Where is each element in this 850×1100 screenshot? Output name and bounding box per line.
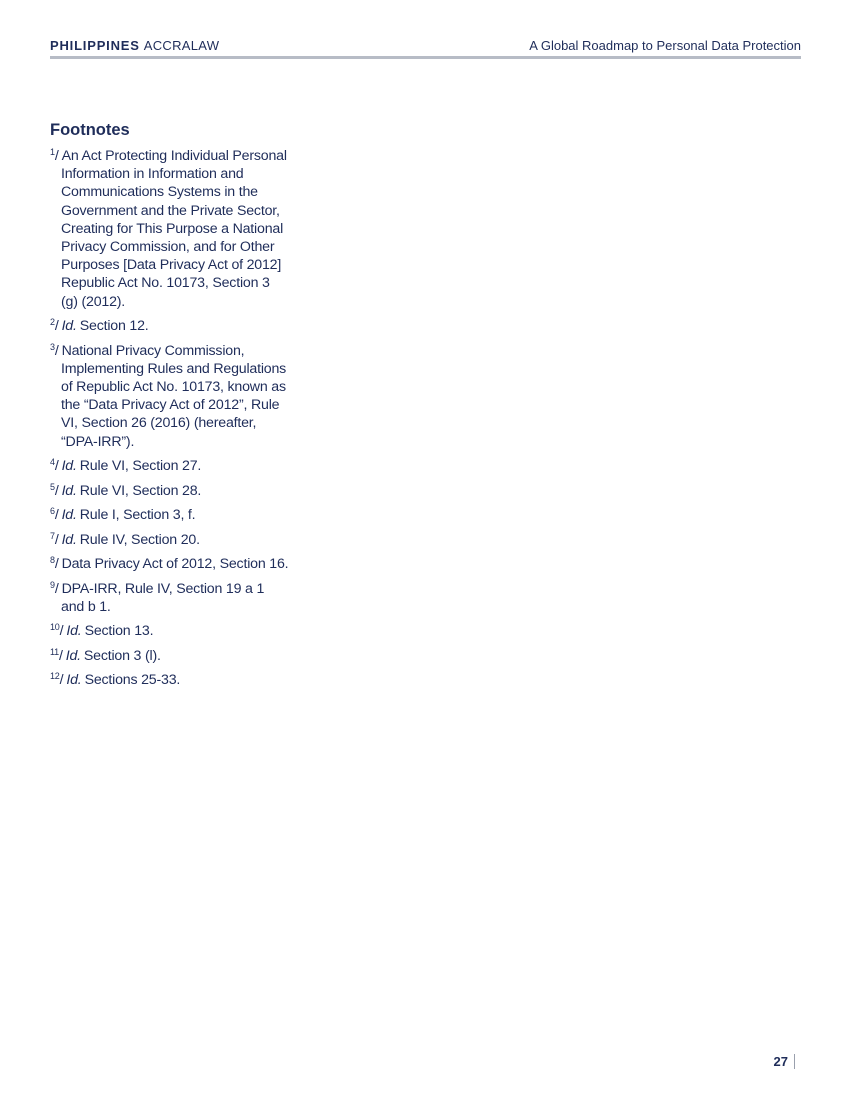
footnote-number: 3: [50, 341, 55, 352]
footnote-text: Sections 25-33.: [84, 672, 181, 689]
footnote-number: 1: [50, 147, 55, 157]
header-left: [50, 38, 219, 53]
footnote-number: 10: [50, 622, 60, 633]
footnote-slash: /: [59, 623, 64, 640]
footnote-text: Section 12.: [79, 318, 149, 335]
footnote-text: Rule IV, Section 20.: [79, 531, 200, 548]
footnote-slash: /: [59, 672, 64, 689]
footnote-text: Rule VI, Section 28.: [79, 482, 202, 499]
footnote-slash: /: [54, 580, 59, 597]
footnote-item: [50, 506, 290, 524]
footnote-item: [50, 317, 290, 335]
footnote-item: [50, 622, 290, 640]
footnote-item: [50, 531, 290, 549]
footnote-slash: /: [54, 458, 59, 475]
footnote-ibid: Id.: [61, 458, 77, 475]
footnotes-list: [50, 147, 290, 696]
footnote-ibid: Id.: [65, 647, 81, 664]
footnote-number: 6: [50, 506, 55, 517]
footnote-slash: /: [54, 148, 59, 164]
footnote-item: [50, 671, 290, 689]
footnote-item: [50, 555, 290, 573]
footnote-ibid: Id.: [61, 318, 77, 335]
footnote-item: [50, 580, 290, 616]
footnote-item: [50, 457, 290, 475]
footnote-slash: /: [54, 318, 59, 335]
footnote-slash: /: [54, 531, 59, 548]
footnote-slash: /: [54, 342, 59, 359]
footnote-slash: /: [54, 482, 59, 499]
footnotes-heading: Footnotes: [50, 121, 130, 139]
footnote-text: DPA-IRR, Rule IV, Section 19 a 1 and b 1.: [61, 580, 265, 615]
footnote-ibid: Id.: [66, 672, 82, 689]
footnote-ibid: Id.: [66, 623, 82, 640]
page-number: 27: [774, 1054, 795, 1069]
footnote-number: 4: [50, 457, 55, 468]
footnote-text: Rule I, Section 3, f.: [79, 507, 196, 524]
footnote-text: National Privacy Commission, Implementing Rules and Regulations of Republic Act No. 10173, known as the “Data Privacy Act of 2012”, Rule VI, Section 26 (2016) (hereafter, “DPA-IRR”).: [61, 342, 287, 450]
footnote-slash: /: [54, 556, 59, 573]
footnote-number: 12: [50, 671, 60, 682]
footnote-text: Data Privacy Act of 2012, Section 16.: [61, 556, 289, 573]
footnote-number: 11: [50, 646, 59, 657]
footnote-number: 9: [50, 579, 55, 590]
header-publication-title: A Global Roadmap to Personal Data Protection: [529, 38, 801, 53]
footnote-item: [50, 647, 290, 665]
header-firm: ACCRALAW: [143, 38, 220, 53]
footnote-text: Rule VI, Section 27.: [79, 458, 202, 475]
footnote-item: [50, 482, 290, 500]
footnote-number: 5: [50, 481, 55, 492]
footnote-item: [50, 342, 290, 451]
footnote-item: [50, 147, 290, 311]
footnote-number: 2: [50, 317, 55, 328]
footnote-text: Section 13.: [84, 623, 154, 640]
footnote-number: 8: [50, 555, 55, 566]
header-country: PHILIPPINES: [50, 38, 140, 53]
footnote-ibid: Id.: [61, 482, 77, 499]
footnote-ibid: Id.: [61, 507, 77, 524]
footnote-text: An Act Protecting Individual Personal Information in Information and Communications Systems in the Government and the Private Sector, Creating for This Purpose a National Privacy Commission, and for Other Purposes [Data Privacy Act of 2012] Republic Act No. 10173, Section 3 (g) (2012).: [61, 148, 287, 310]
footnote-slash: /: [54, 507, 59, 524]
footnote-slash: /: [58, 647, 63, 664]
footnote-number: 7: [50, 530, 55, 541]
footnote-text: Section 3 (l).: [83, 647, 161, 664]
footnote-ibid: Id.: [61, 531, 77, 548]
running-header: [50, 36, 801, 59]
